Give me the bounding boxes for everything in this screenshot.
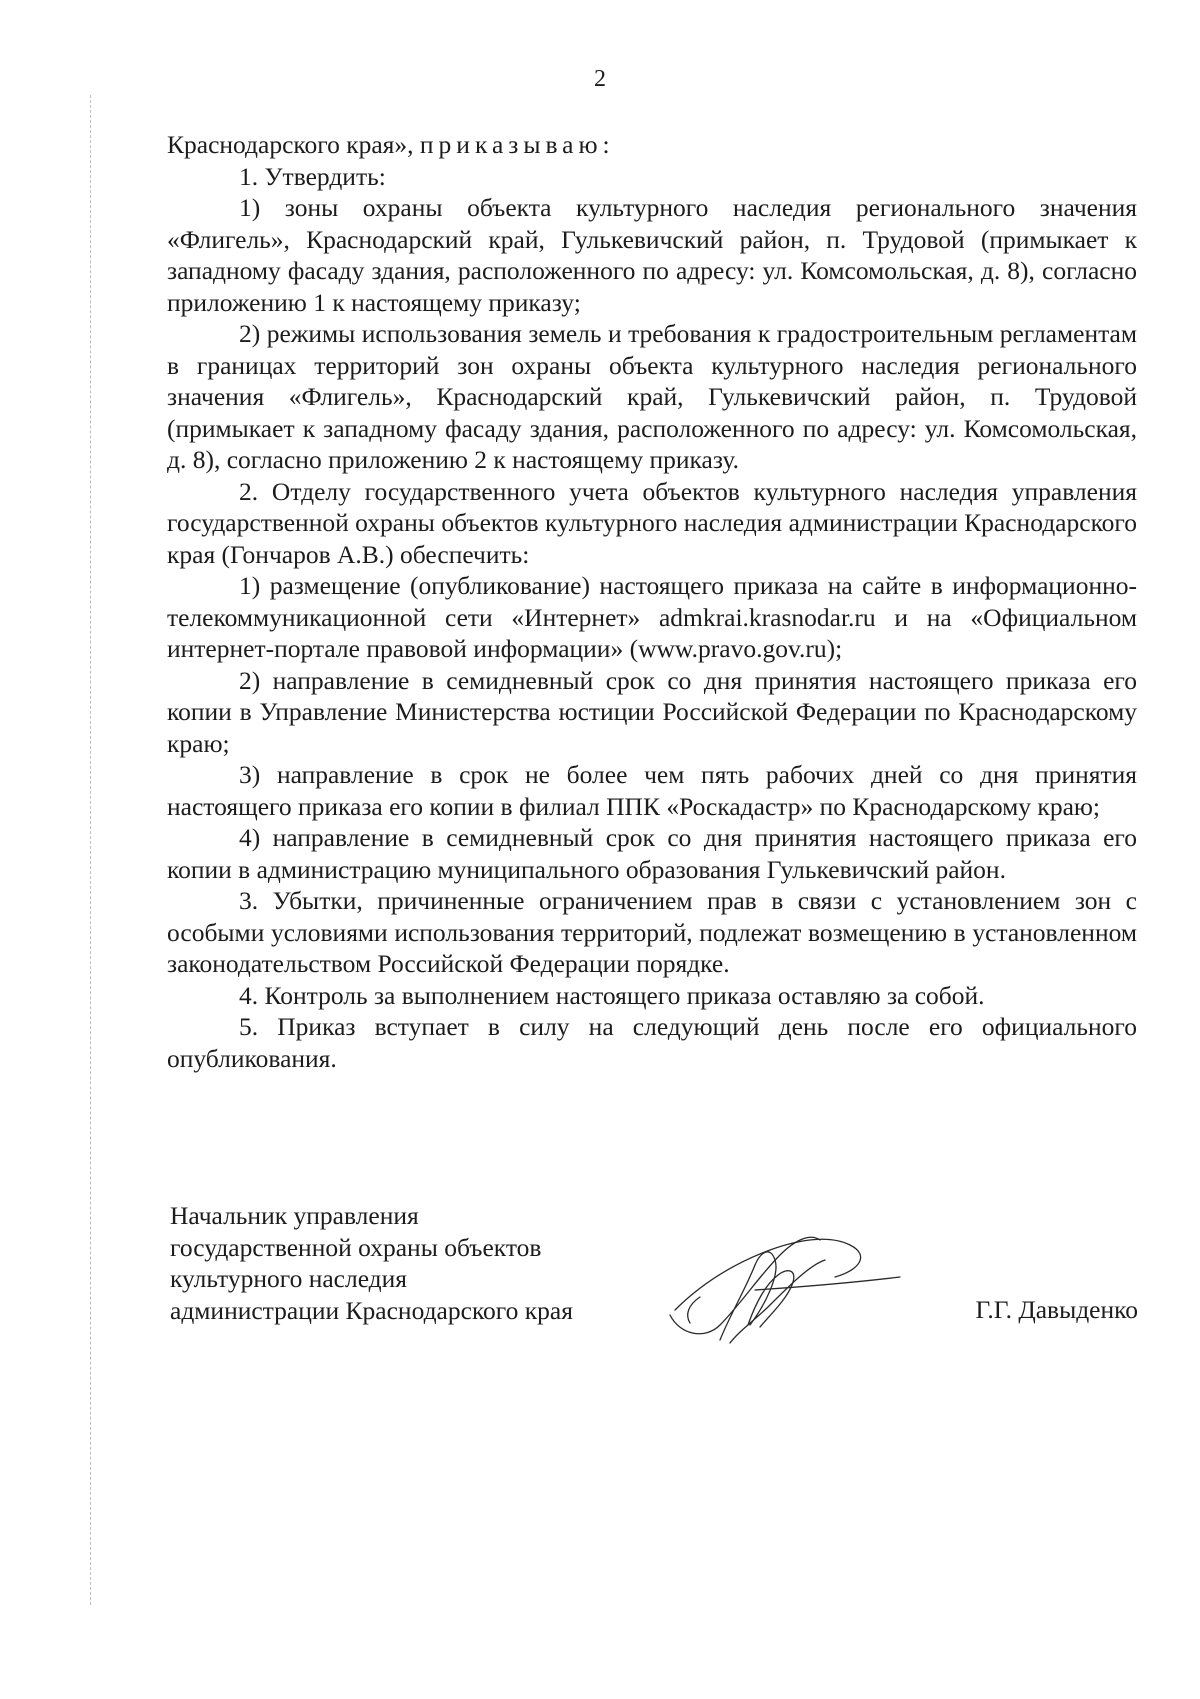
document-body bbox=[167, 129, 1137, 1074]
paragraph-2-1: 1) размещение (опубликование) настоящего приказа на сайте в информационно-телекоммуникационной сети «Интернет» admkrai.krasnodar.ru и на «Официальном интернет-портале правовой информации» (www.pravo.gov.ru); bbox=[167, 571, 1137, 663]
paragraph-1: 1. Утвердить: bbox=[239, 161, 386, 191]
scan-edge-line bbox=[90, 95, 91, 1605]
paragraph-1-2: 2) режимы использования земель и требования к градостроительным регламентам в границах территорий зон охраны объекта культурного наследия регионального значения «Флигель», Краснодарский край, Гулькевичский район, п. Трудовой (примыкает к западному фасаду здания, расположенного по адресу: ул. Комсомольская, д. 8), согласно приложению 2 к настоящему приказу. bbox=[167, 319, 1137, 474]
paragraph-2-2: 2) направление в семидневный срок со дня принятия настоящего приказа его копии в Управление Министерства юстиции Российской Федерации по Краснодарскому краю; bbox=[167, 665, 1137, 758]
paragraph-2-4: 4) направление в семидневный срок со дня принятия настоящего приказа его копии в администрацию муниципального образования Гулькевичский район. bbox=[167, 823, 1137, 884]
paragraph-4: 4. Контроль за выполнением настоящего приказа оставляю за собой. bbox=[239, 980, 985, 1010]
signatory-title-line: администрации Краснодарского края bbox=[170, 1295, 573, 1325]
signatory-title-line: культурного наследия bbox=[170, 1264, 408, 1293]
signatory-name: Г.Г. Давыденко bbox=[975, 1295, 1138, 1324]
paragraph-3: 3. Убытки, причиненные ограничением прав в связи с установлением зон с особыми условиями использования территорий, подлежат возмещению в установленном законодательством Российской Федерации порядке. bbox=[167, 886, 1137, 978]
paragraph-1-1: 1) зоны охраны объекта культурного наследия регионального значения «Флигель», Краснодарский край, Гулькевичский район, п. Трудовой (примыкает к западному фасаду здания, расположенного по адресу: ул. Комсомольская, д. 8), согласно приложению 1 к настоящему приказу; bbox=[167, 193, 1137, 317]
signatory-title bbox=[170, 1200, 573, 1326]
intro-line bbox=[167, 129, 1137, 161]
signatory-title-line: государственной охраны объектов bbox=[170, 1232, 542, 1262]
page-number: 2 bbox=[594, 66, 606, 92]
order-word: приказываю: bbox=[419, 130, 615, 159]
intro-prefix: Краснодарского края», bbox=[167, 130, 414, 159]
signatory-title-line: Начальник управления bbox=[170, 1201, 419, 1230]
paragraph-2-3: 3) направление в срок не более чем пять рабочих дней со дня принятия настоящего приказа его копии в филиал ППК «Роскадастр» по Краснодарскому краю; bbox=[167, 760, 1137, 821]
paragraph-5: 5. Приказ вступает в силу на следующий день после его официального опубликования. bbox=[167, 1012, 1137, 1073]
handwritten-signature bbox=[660, 1215, 920, 1355]
paragraph-2: 2. Отделу государственного учета объектов культурного наследия управления государственной охраны объектов культурного наследия администрации Краснодарского края (Гончаров А.В.) обеспечить: bbox=[167, 476, 1137, 569]
